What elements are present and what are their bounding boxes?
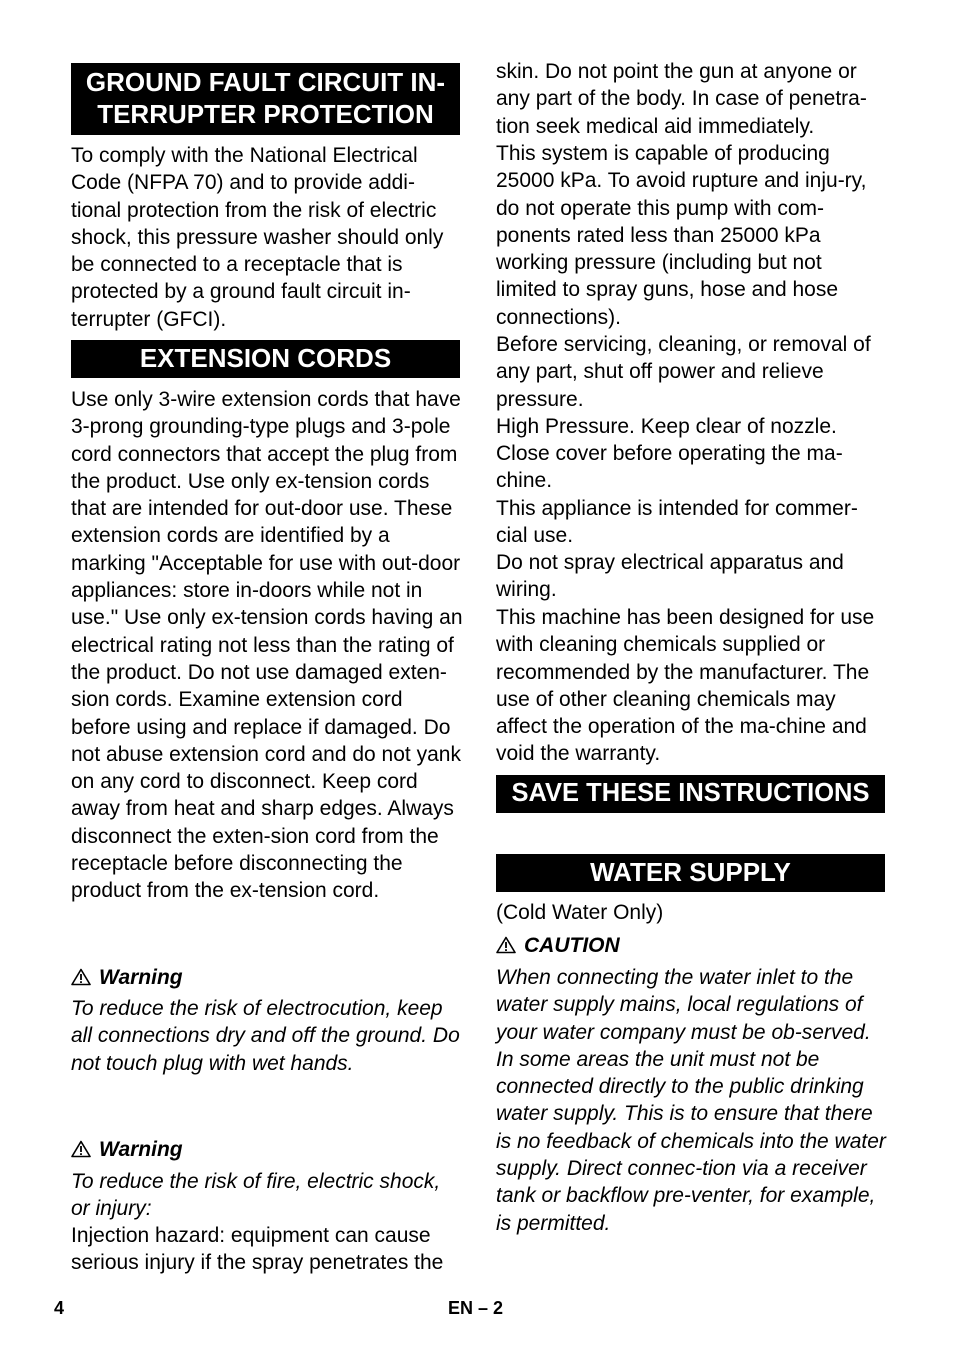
- pressure-rating-text: This system is capable of producing 25000 kPa. To avoid rupture and inju-ry, do not operate this pump with com-ponents rated less than 25000 kPa working pressure (including but not limited to spray guns, hose and hose connections).: [496, 142, 867, 329]
- section-label: EN – 2: [448, 1298, 504, 1318]
- servicing-text: Before servicing, cleaning, or removal of any part, shut off power and relieve pressure.: [496, 333, 871, 411]
- commercial-use-text: This appliance is intended for commer-cial use.: [496, 497, 858, 548]
- extension-cords-heading: EXTENSION CORDS: [71, 340, 460, 378]
- gfci-paragraph: To comply with the National Electrical Code (NFPA 70) and to provide addi-tional protection from the risk of electric shock, this pressure washer should only be connected to a receptacle that is protected by a ground fault circuit in-terrupter (GFCI).: [71, 144, 444, 331]
- nozzle-text: High Pressure. Keep clear of nozzle.: [496, 415, 837, 438]
- caution: [496, 932, 620, 959]
- warning-icon: [71, 968, 91, 986]
- warning-2-label: Warning: [99, 1138, 183, 1161]
- page-number: 4: [54, 1298, 65, 1318]
- electrical-apparatus-text: Do not spray electrical apparatus and wiring.: [496, 551, 844, 602]
- cold-water-note: (Cold Water Only): [496, 901, 664, 924]
- warning-1-text: To reduce the risk of electrocution, keep all connections dry and off the ground. Do not touch plug with wet hands.: [71, 997, 460, 1075]
- cover-text: Close cover before operating the ma-chine.: [496, 442, 843, 493]
- warning-icon: [496, 936, 516, 954]
- gfci-heading: GROUND FAULT CIRCUIT IN- TERRUPTER PROTECTION: [71, 63, 460, 135]
- chemicals-text: This machine has been designed for use with cleaning chemicals supplied or recommended by the manufacturer. The use of other cleaning chemicals may affect the operation of the ma-chine and void the warranty.: [496, 606, 875, 766]
- save-instructions-heading: SAVE THESE INSTRUCTIONS: [496, 775, 885, 813]
- caution-label: CAUTION: [524, 934, 620, 957]
- warning-2-text: To reduce the risk of fire, electric shock, or injury:: [71, 1170, 441, 1221]
- spray-skin-text: skin. Do not point the gun at anyone or any part of the body. In case of penetra-tion seek medical aid immediately.: [496, 60, 867, 138]
- water-supply-heading: WATER SUPPLY: [496, 854, 885, 892]
- warning-1-label: Warning: [99, 966, 183, 989]
- warning-2: [71, 1136, 183, 1163]
- warning-icon: [71, 1140, 91, 1158]
- extension-cords-paragraph: Use only 3-wire extension cords that have 3-prong grounding-type plugs and 3-pole cord connectors that accept the plug from the product. Use only ex-tension cords that are intended for out-door use. These extension cords are identified by a marking "Acceptable for use with out-door appliances: store in-doors while not in use." Use only ex-tension cords having an electrical rating not less than the rating of the product. Do not use damaged exten-sion cords. Examine extension cord before using and replace if damaged. Do not abuse extension cord and do not yank on any cord to disconnect. Keep cord away from heat and sharp edges. Always disconnect the exten-sion cord from the receptacle before disconnecting the product from the ex-tension cord.: [71, 388, 463, 903]
- warning-1: [71, 964, 183, 991]
- injection-hazard-text: Injection hazard: equipment can cause serious injury if the spray penetrates the: [71, 1224, 444, 1275]
- caution-text: When connecting the water inlet to the water supply mains, local regulations of your water company must be ob-served. In some areas the unit must not be connected directly to the public drinking water supply. This is to ensure that there is no feedback of chemicals into the water supply. Direct connec-tion via a receiver tank or backflow pre-venter, for example, is permitted.: [496, 966, 886, 1235]
